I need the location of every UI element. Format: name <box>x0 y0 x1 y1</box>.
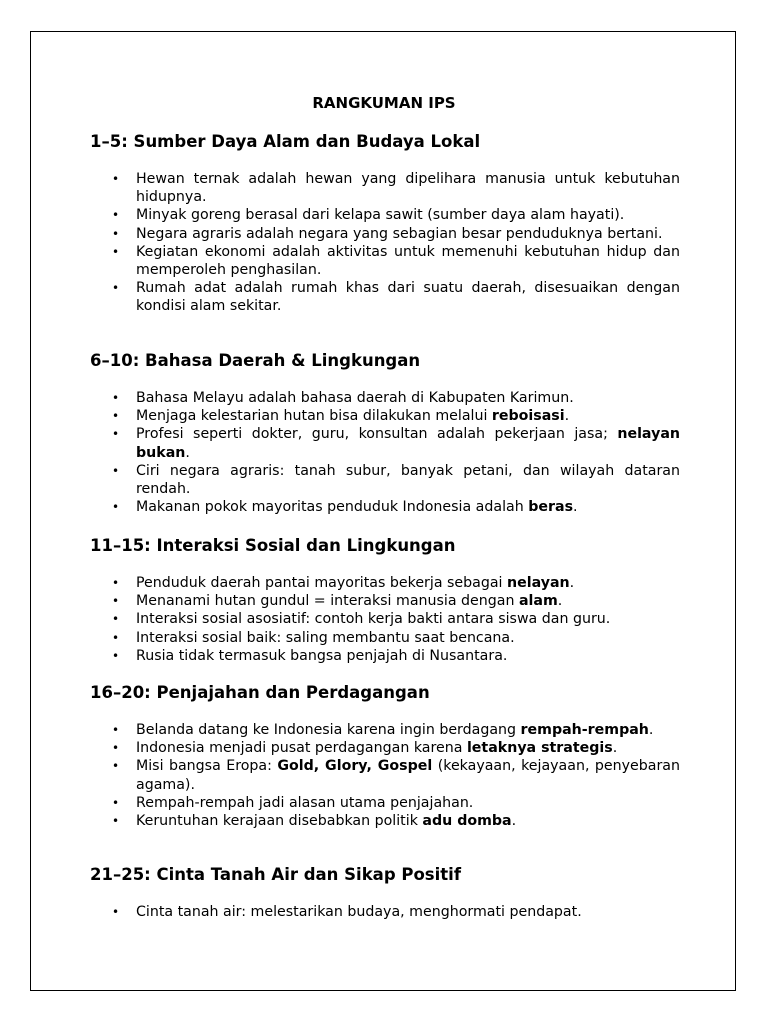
bullet-mark: • <box>112 391 120 405</box>
bold-term: Gold, Glory, Gospel <box>277 758 433 775</box>
list-item <box>90 170 680 206</box>
item-text: Rempah-rempah jadi alasan utama penjajahan. <box>136 794 474 811</box>
bullet-mark: • <box>112 244 120 259</box>
section-heading: 16–20: Penjajahan dan Perdagangan <box>90 683 430 702</box>
item-text: Bahasa Melayu adalah bahasa daerah di Kabupaten Karimun. <box>136 390 574 406</box>
item-text: . <box>569 575 575 591</box>
item-text: (kekayaan, kejayaan, penyebaran agama). <box>136 758 680 793</box>
list-item <box>90 243 680 279</box>
bullet-mark: • <box>112 281 120 296</box>
list-item <box>90 574 680 592</box>
item-text: Makanan pokok mayoritas penduduk Indonesia adalah <box>136 499 529 516</box>
list-item <box>90 647 680 665</box>
bullet-mark: • <box>112 427 120 442</box>
item-text: Minyak goreng berasal dari kelapa sawit (sumber daya alam hayati). <box>136 207 625 224</box>
item-text: . <box>648 722 654 738</box>
item-text: Hewan ternak adalah hewan yang dipelihara manusia untuk kebutuhan hidupnya. <box>136 171 680 206</box>
section-4 <box>90 683 680 830</box>
item-text: Menanami hutan gundul = interaksi manusia dengan <box>136 593 519 610</box>
list-item <box>90 757 680 793</box>
section-heading: 11–15: Interaksi Sosial dan Lingkungan <box>90 536 456 555</box>
bullet-mark: • <box>112 814 120 829</box>
item-text: . <box>511 813 517 830</box>
item-text: . <box>564 408 570 425</box>
item-text: Penduduk daerah pantai mayoritas bekerja sebagai <box>136 575 507 591</box>
list-item <box>90 794 680 812</box>
bold-term: letaknya strategis <box>466 740 613 757</box>
bullet-mark: • <box>112 208 120 223</box>
bullet-mark: • <box>112 630 120 645</box>
item-text: . <box>185 444 190 461</box>
item-text: Menjaga kelestarian hutan bisa dilakukan melalui <box>136 408 492 425</box>
bullet-mark: • <box>112 741 120 756</box>
document-page <box>30 31 736 991</box>
bold-term: rempah-rempah <box>520 722 649 738</box>
item-text: . <box>612 740 618 757</box>
item-text: Indonesia menjadi pusat perdagangan karena <box>136 740 467 757</box>
bold-term: alam <box>518 593 558 610</box>
item-text: Keruntuhan kerajaan disebabkan politik <box>136 813 423 830</box>
list-item <box>90 592 680 610</box>
bullet-mark: • <box>112 409 120 424</box>
list-item <box>90 812 680 830</box>
item-text: Belanda datang ke Indonesia karena ingin berdagang <box>136 722 521 738</box>
list-item <box>90 225 680 243</box>
item-text: Cinta tanah air: melestarikan budaya, menghormati pendapat. <box>136 904 582 920</box>
bullet-mark: • <box>112 576 120 590</box>
bullet-mark: • <box>112 905 120 919</box>
list-item <box>90 462 680 498</box>
section-2 <box>90 351 680 516</box>
bold-term: adu domba <box>422 813 512 830</box>
item-text: Rumah adat adalah rumah khas dari suatu daerah, disesuaikan dengan kondisi alam sekitar. <box>136 280 680 315</box>
section-3 <box>90 536 680 665</box>
bullet-mark: • <box>112 500 120 515</box>
list-item <box>90 739 680 757</box>
item-text: Ciri negara agraris: tanah subur, banyak petani, dan wilayah dataran rendah. <box>136 462 680 498</box>
list-item <box>90 425 680 461</box>
bullet-list <box>90 721 680 830</box>
list-item <box>90 629 680 647</box>
section-heading: 6–10: Bahasa Daerah & Lingkungan <box>90 351 421 370</box>
bullet-mark: • <box>112 594 120 609</box>
section-1 <box>90 132 680 316</box>
item-text: Negara agraris adalah negara yang sebagian besar penduduknya bertani. <box>136 225 663 242</box>
bullet-mark: • <box>112 759 120 774</box>
list-item <box>90 279 680 315</box>
bullet-list <box>90 170 680 316</box>
item-text: . <box>557 593 563 610</box>
item-text: Kegiatan ekonomi adalah aktivitas untuk memenuhi kebutuhan hidup dan memperoleh penghasilan. <box>136 243 680 279</box>
section-heading: 1–5: Sumber Daya Alam dan Budaya Lokal <box>90 132 481 151</box>
bold-term: nelayan <box>507 575 570 591</box>
bullet-mark: • <box>112 612 120 627</box>
list-item <box>90 721 680 739</box>
bullet-list <box>90 574 680 665</box>
list-item <box>90 498 680 516</box>
bold-term: reboisasi <box>491 408 565 425</box>
list-item <box>90 903 680 921</box>
bold-term: nelayan bukan <box>136 426 680 461</box>
item-text: Profesi seperti dokter, guru, konsultan adalah pekerjaan jasa; <box>136 426 618 443</box>
item-text: . <box>573 499 578 516</box>
list-item <box>90 610 680 628</box>
bullet-mark: • <box>112 723 120 737</box>
item-text: Interaksi sosial asosiatif: contoh kerja bakti antara siswa dan guru. <box>136 611 611 628</box>
bullet-mark: • <box>112 172 120 186</box>
document-title: RANGKUMAN IPS <box>312 94 456 112</box>
bold-term: beras <box>528 499 574 516</box>
list-item <box>90 407 680 425</box>
bullet-mark: • <box>112 463 120 478</box>
bullet-mark: • <box>112 226 120 241</box>
section-heading: 21–25: Cinta Tanah Air dan Sikap Positif <box>90 865 462 884</box>
bullet-mark: • <box>112 648 120 663</box>
list-item <box>90 206 680 224</box>
item-text: Interaksi sosial baik: saling membantu saat bencana. <box>136 629 515 646</box>
bullet-mark: • <box>112 795 120 810</box>
list-item <box>90 389 680 407</box>
bullet-list <box>90 389 680 516</box>
item-text: Rusia tidak termasuk bangsa penjajah di Nusantara. <box>136 647 508 664</box>
bullet-list <box>90 903 680 921</box>
section-5 <box>90 865 680 921</box>
item-text: Misi bangsa Eropa: <box>136 758 278 775</box>
